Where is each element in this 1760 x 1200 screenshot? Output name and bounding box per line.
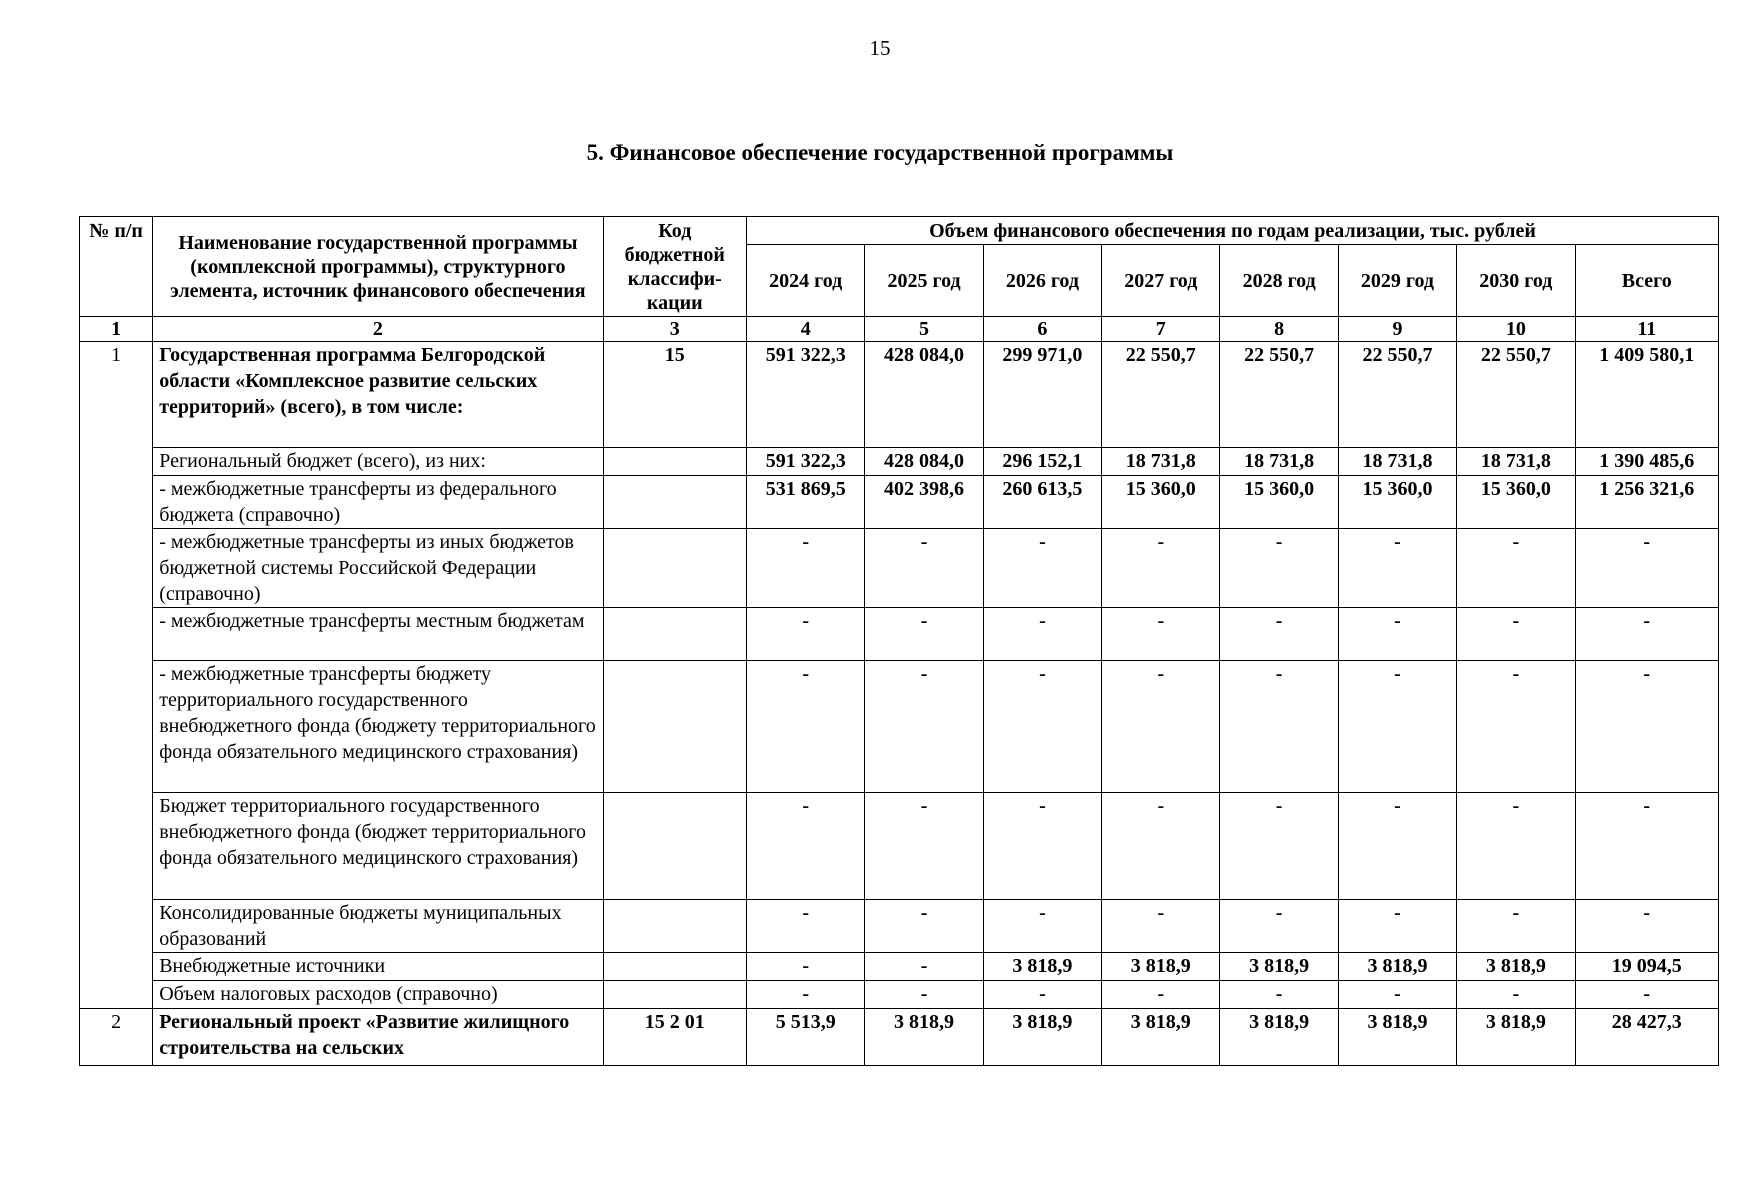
row-value: - <box>1220 608 1338 661</box>
header-year: 2029 год <box>1338 245 1456 317</box>
row-value: 15 360,0 <box>1102 476 1220 529</box>
header-volume: Объем финансового обеспечения по годам реализации, тыс. рублей <box>747 217 1719 245</box>
row-value: - <box>1338 793 1456 900</box>
row-code <box>603 476 746 529</box>
row-name: Внебюджетные источники <box>153 953 603 981</box>
row-value: - <box>747 793 865 900</box>
row-value: - <box>865 529 983 608</box>
row-name: - межбюджетные трансферты бюджету территориального государственного внебюджетного фонда (бюджету территориального фонда обязательного медицинского страхования) <box>153 661 603 793</box>
row-name: - межбюджетные трансферты местным бюджетам <box>153 608 603 661</box>
header-year: 2026 год <box>983 245 1101 317</box>
row-value: - <box>865 661 983 793</box>
row-value: - <box>983 608 1101 661</box>
row-value: - <box>865 953 983 981</box>
row-value: - <box>983 900 1101 953</box>
header-name: Наименование государственной программы (комплексной программы), структурного элемента, источник финансового обеспечения <box>153 217 603 317</box>
row-value: - <box>747 661 865 793</box>
table-row <box>80 661 1719 793</box>
row-value: 22 550,7 <box>1338 342 1456 448</box>
header-year: 2028 год <box>1220 245 1338 317</box>
row-value: - <box>1457 661 1575 793</box>
row-value: - <box>747 529 865 608</box>
column-number: 7 <box>1102 317 1220 342</box>
row-value: 15 360,0 <box>1338 476 1456 529</box>
row-total: - <box>1575 793 1718 900</box>
row-total: 1 390 485,6 <box>1575 448 1718 476</box>
table-row <box>80 448 1719 476</box>
row-total: 28 427,3 <box>1575 1009 1718 1066</box>
row-value: - <box>865 981 983 1009</box>
row-value: 15 360,0 <box>1457 476 1575 529</box>
header-total: Всего <box>1575 245 1718 317</box>
row-value: 591 322,3 <box>747 342 865 448</box>
row-name: - межбюджетные трансферты из иных бюджетов бюджетной системы Российской Федерации (справочно) <box>153 529 603 608</box>
row-value: 5 513,9 <box>747 1009 865 1066</box>
row-code <box>603 953 746 981</box>
section-title: 5. Финансовое обеспечение государственной программы <box>586 140 1174 165</box>
column-number: 6 <box>983 317 1101 342</box>
financing-table <box>79 216 1719 1066</box>
row-value: - <box>1338 529 1456 608</box>
row-value: 18 731,8 <box>1102 448 1220 476</box>
header-year: 2024 год <box>747 245 865 317</box>
row-value: 3 818,9 <box>1102 953 1220 981</box>
table-row <box>80 1009 1719 1066</box>
row-value: 296 152,1 <box>983 448 1101 476</box>
row-index: 1 <box>80 342 153 1009</box>
header-year: 2030 год <box>1457 245 1575 317</box>
row-value: - <box>1102 529 1220 608</box>
row-code <box>603 448 746 476</box>
row-value: - <box>865 608 983 661</box>
row-value: 3 818,9 <box>1220 953 1338 981</box>
row-value: - <box>1102 981 1220 1009</box>
row-value: 22 550,7 <box>1102 342 1220 448</box>
row-value: - <box>747 953 865 981</box>
row-value: 18 731,8 <box>1220 448 1338 476</box>
row-value: - <box>1220 793 1338 900</box>
row-value: 299 971,0 <box>983 342 1101 448</box>
row-value: 3 818,9 <box>1457 1009 1575 1066</box>
column-number: 1 <box>80 317 153 342</box>
row-value: 591 322,3 <box>747 448 865 476</box>
row-total: 19 094,5 <box>1575 953 1718 981</box>
row-value: 22 550,7 <box>1457 342 1575 448</box>
row-value: 260 613,5 <box>983 476 1101 529</box>
column-number: 2 <box>153 317 603 342</box>
row-value: 531 869,5 <box>747 476 865 529</box>
row-total: - <box>1575 900 1718 953</box>
table-row <box>80 981 1719 1009</box>
header-code: Код бюджетной классифи-кации <box>603 217 746 317</box>
page-number: 15 <box>869 36 891 60</box>
row-total: - <box>1575 981 1718 1009</box>
table-row <box>80 608 1719 661</box>
row-code: 15 2 01 <box>603 1009 746 1066</box>
row-value: - <box>1220 529 1338 608</box>
header-year: 2027 год <box>1102 245 1220 317</box>
row-code <box>603 529 746 608</box>
row-value: 428 084,0 <box>865 448 983 476</box>
header-num: № п/п <box>80 217 153 317</box>
row-code: 15 <box>603 342 746 448</box>
table-row <box>80 342 1719 448</box>
row-value: - <box>1457 529 1575 608</box>
row-value: - <box>983 981 1101 1009</box>
row-value: - <box>1338 608 1456 661</box>
row-total: 1 409 580,1 <box>1575 342 1718 448</box>
row-value: 402 398,6 <box>865 476 983 529</box>
row-value: 3 818,9 <box>1220 1009 1338 1066</box>
row-value: - <box>1220 900 1338 953</box>
row-value: - <box>747 608 865 661</box>
row-value: - <box>747 981 865 1009</box>
row-value: 18 731,8 <box>1457 448 1575 476</box>
row-name: Консолидированные бюджеты муниципальных образований <box>153 900 603 953</box>
table-row <box>80 793 1719 900</box>
column-number: 8 <box>1220 317 1338 342</box>
row-name: Бюджет территориального государственного внебюджетного фонда (бюджет территориального фонда обязательного медицинского страхования) <box>153 793 603 900</box>
row-value: - <box>983 661 1101 793</box>
row-value: - <box>865 900 983 953</box>
row-value: - <box>1102 793 1220 900</box>
table-row <box>80 476 1719 529</box>
row-value: 3 818,9 <box>1102 1009 1220 1066</box>
header-year: 2025 год <box>865 245 983 317</box>
column-number: 4 <box>747 317 865 342</box>
row-value: - <box>1338 981 1456 1009</box>
row-value: 428 084,0 <box>865 342 983 448</box>
row-value: 3 818,9 <box>1457 953 1575 981</box>
row-value: - <box>1457 981 1575 1009</box>
row-value: - <box>1338 661 1456 793</box>
row-value: 15 360,0 <box>1220 476 1338 529</box>
row-value: - <box>1102 900 1220 953</box>
row-total: - <box>1575 608 1718 661</box>
row-value: - <box>983 793 1101 900</box>
row-total: - <box>1575 661 1718 793</box>
row-code <box>603 793 746 900</box>
row-name: Объем налоговых расходов (справочно) <box>153 981 603 1009</box>
row-name: - межбюджетные трансферты из федерального бюджета (справочно) <box>153 476 603 529</box>
column-number: 5 <box>865 317 983 342</box>
row-name: Региональный бюджет (всего), из них: <box>153 448 603 476</box>
row-name: Региональный проект «Развитие жилищного строительства на сельских <box>153 1009 603 1066</box>
row-code <box>603 608 746 661</box>
row-total: - <box>1575 529 1718 608</box>
row-value: 3 818,9 <box>865 1009 983 1066</box>
row-value: - <box>865 793 983 900</box>
row-value: 18 731,8 <box>1338 448 1456 476</box>
row-total: 1 256 321,6 <box>1575 476 1718 529</box>
table-row <box>80 900 1719 953</box>
row-index: 2 <box>80 1009 153 1066</box>
row-value: - <box>1457 900 1575 953</box>
row-code <box>603 900 746 953</box>
row-value: - <box>1457 608 1575 661</box>
row-value: 22 550,7 <box>1220 342 1338 448</box>
row-value: - <box>983 529 1101 608</box>
row-value: - <box>747 900 865 953</box>
column-number: 9 <box>1338 317 1456 342</box>
row-value: - <box>1102 608 1220 661</box>
row-value: - <box>1220 661 1338 793</box>
column-number: 10 <box>1457 317 1575 342</box>
row-value: 3 818,9 <box>1338 1009 1456 1066</box>
row-value: - <box>1457 793 1575 900</box>
row-value: - <box>1338 900 1456 953</box>
column-number: 3 <box>603 317 746 342</box>
row-name: Государственная программа Белгородской области «Комплексное развитие сельских территорий» (всего), в том числе: <box>153 342 603 448</box>
row-value: - <box>1220 981 1338 1009</box>
table-row <box>80 953 1719 981</box>
row-code <box>603 661 746 793</box>
row-value: 3 818,9 <box>1338 953 1456 981</box>
row-value: 3 818,9 <box>983 1009 1101 1066</box>
row-value: - <box>1102 661 1220 793</box>
table-row <box>80 529 1719 608</box>
row-value: 3 818,9 <box>983 953 1101 981</box>
row-code <box>603 981 746 1009</box>
column-number: 11 <box>1575 317 1718 342</box>
